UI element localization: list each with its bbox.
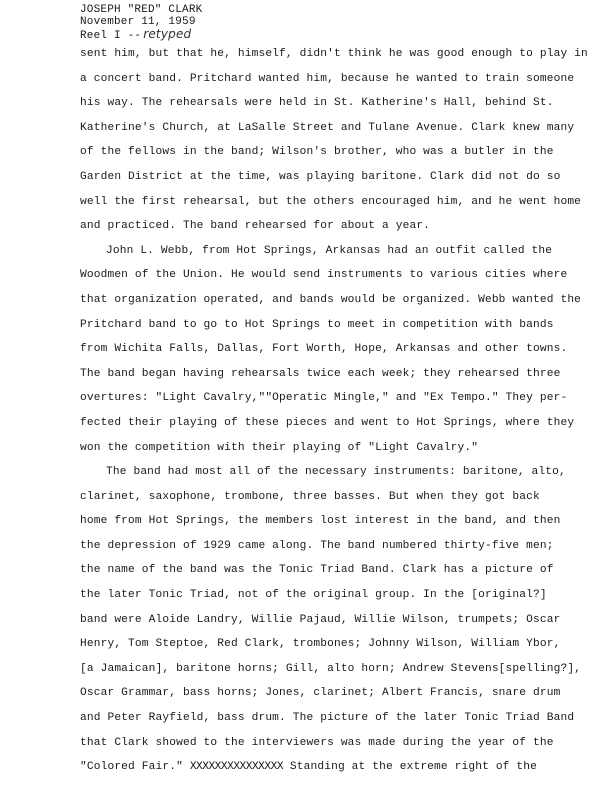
text-line: John L. Webb, from Hot Springs, Arkansas had an outfit called the	[106, 244, 553, 257]
text-line: and Peter Rayfield, bass drum. The picture of the later Tonic Triad Band	[80, 712, 575, 725]
last-text-line	[80, 755, 590, 780]
text-line: Garden District at the time, was playing baritone. Clark did not do so	[80, 170, 561, 183]
last-line-end: Standing at the extreme right of the	[283, 761, 537, 774]
text-line: The band had most all of the necessary instruments: baritone, alto,	[106, 466, 566, 479]
handwritten-note: retyped	[143, 27, 192, 41]
text-line: the later Tonic Triad, not of the original group. In the [original?]	[80, 589, 547, 602]
text-line: clarinet, saxophone, trombone, three basses. But when they got back	[80, 490, 540, 503]
struck-out-text: XXXXXXXXXXXXXXX	[189, 761, 284, 774]
text-line: of the fellows in the band; Wilson's brother, who was a butler in the	[80, 146, 554, 159]
text-line: and practiced. The band rehearsed for about a year.	[80, 220, 431, 233]
text-line: Woodmen of the Union. He would send instruments to various cities where	[80, 269, 568, 282]
transcript-body	[80, 42, 590, 780]
text-line: fected their playing of these pieces and went to Hot Springs, where they	[80, 416, 575, 429]
text-line: that Clark showed to the interviewers was made during the year of the	[80, 736, 554, 749]
text-line: the depression of 1929 came along. The band numbered thirty-five men;	[80, 539, 554, 552]
text-line: Katherine's Church, at LaSalle Street and Tulane Avenue. Clark knew many	[80, 121, 575, 134]
text-line: overtures: "Light Cavalry,""Operatic Mingle," and "Ex Tempo." They per-	[80, 392, 568, 405]
text-line: sent him, but that he, himself, didn't think he was good enough to play in	[80, 48, 588, 60]
text-line: the name of the band was the Tonic Triad Band. Clark has a picture of	[80, 564, 554, 577]
text-line: from Wichita Falls, Dallas, Fort Worth, Hope, Arkansas and other towns.	[80, 343, 568, 356]
text-line: Henry, Tom Steptoe, Red Clark, trombones; Johnny Wilson, William Ybor,	[80, 638, 561, 651]
reel-line	[80, 28, 202, 42]
text-line: The band began having rehearsals twice each week; they rehearsed three	[80, 367, 561, 380]
text-line: band were Aloide Landry, Willie Pajaud, Willie Wilson, trumpets; Oscar	[80, 613, 561, 626]
reel-label: Reel I --	[80, 30, 142, 42]
text-line: [a Jamaican], baritone horns; Gill, alto horn; Andrew Stevens[spelling?],	[80, 662, 582, 675]
interviewee-name: JOSEPH "RED" CLARK	[80, 4, 203, 16]
text-line: his way. The rehearsals were held in St. Katherine's Hall, behind St.	[80, 97, 554, 110]
text-line: Oscar Grammar, bass horns; Jones, clarinet; Albert Francis, snare drum	[80, 687, 561, 700]
text-line: home from Hot Springs, the members lost interest in the band, and then	[80, 515, 561, 528]
text-line: that organization operated, and bands would be organized. Webb wanted the	[80, 293, 582, 306]
document-header	[80, 4, 202, 42]
text-line: well the first rehearsal, but the others encouraged him, and he went home	[80, 195, 582, 208]
text-line: won the competition with their playing of "Light Cavalry."	[80, 441, 479, 454]
interview-date: November 11, 1959	[80, 16, 196, 28]
last-line-start: "Colored Fair."	[80, 761, 190, 774]
text-line: Pritchard band to go to Hot Springs to meet in competition with bands	[80, 318, 554, 331]
text-line: a concert band. Pritchard wanted him, because he wanted to train someone	[80, 72, 575, 85]
